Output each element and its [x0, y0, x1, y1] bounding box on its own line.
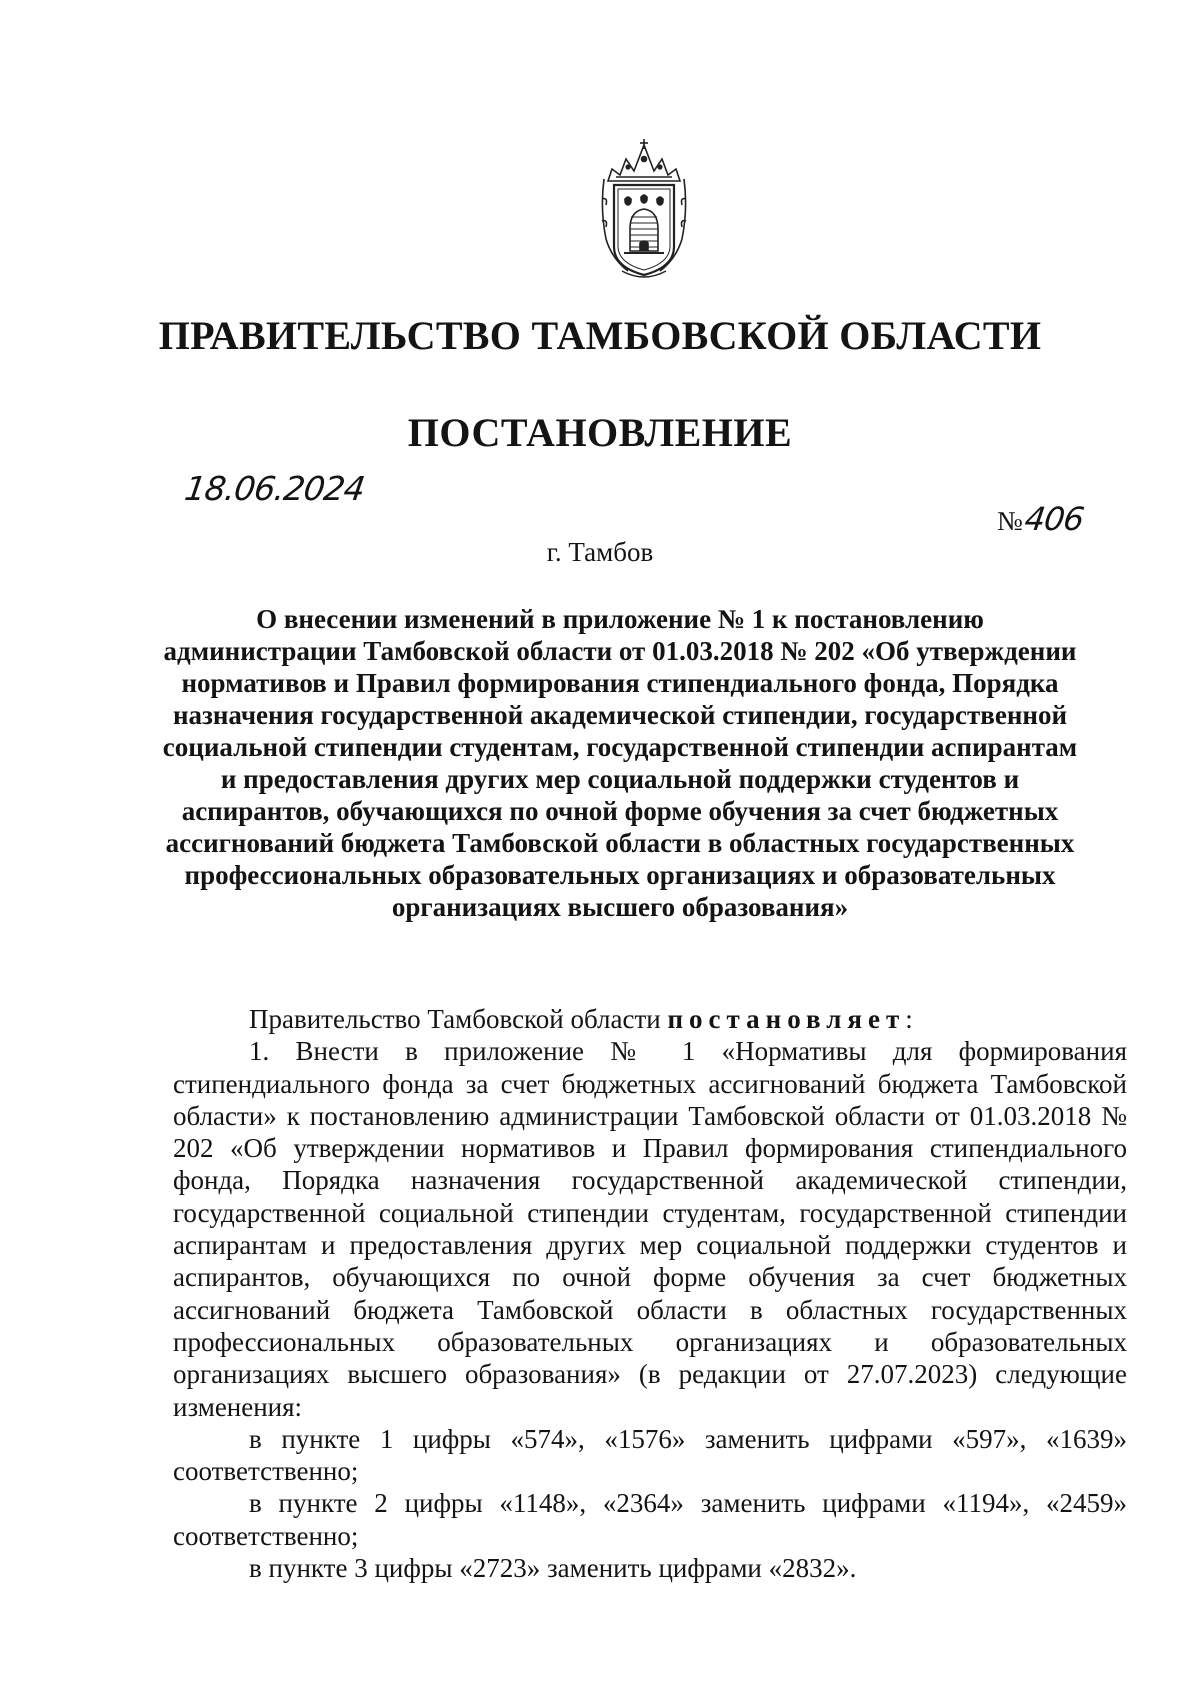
- intro-text: Правительство Тамбовской области: [249, 1004, 661, 1034]
- document-date: 18.06.2024: [182, 469, 367, 508]
- intro-end: :: [905, 1004, 913, 1034]
- document-city: г. Тамбов: [546, 537, 654, 567]
- body-paragraph: в пункте 2 цифры «1148», «2364» заменить цифрами «1194», «2459» соответственно;: [173, 1488, 1127, 1551]
- document-type: ПОСТАНОВЛЕНИЕ: [407, 410, 793, 455]
- coat-of-arms-icon: [598, 139, 690, 283]
- document-subject: О внесении изменений в приложение № 1 к постановлению администрации Тамбовской области от 01.03.2018 № 202 «Об утверждении нормативов и Правил формирования стипендиального фонда, Порядка назначения государственной академической стипендии, государственной социальной стипендии студентам, государственной стипендии аспирантам и предоставления других мер социальной поддержки студентов и аспирантов, обучающихся по очной форме обучения за счет бюджетных ассигнований бюджета Тамбовской области в областных государственных профессиональных образовательных организациях и образовательных организациях высшего образования»: [162, 604, 1078, 922]
- number-value: 406: [1022, 500, 1086, 538]
- number-label: №: [997, 506, 1023, 536]
- document-body: [173, 1003, 1127, 1584]
- intro-verb: постановляет: [667, 1004, 906, 1034]
- body-intro: [173, 1003, 1127, 1035]
- body-paragraph: в пункте 1 цифры «574», «1576» заменить цифрами «597», «1639» соответственно;: [173, 1423, 1127, 1487]
- body-paragraph: 1. Внести в приложение № 1 «Нормативы для формирования стипендиального фонда за счет бюджетных ассигнований бюджета Тамбовской области» к постановлению администрации Тамбовской области от 01.03.2018 № 202 «Об утверждении нормативов и Правил формирования стипендиального фонда, Порядка назначения государственной академической стипендии, государственной социальной стипендии студентам, государственной стипендии аспирантам и предоставления других мер социальной поддержки студентов и аспирантов, обучающихся по очной форме обучения за счет бюджетных ассигнований бюджета Тамбовской области в областных государственных профессиональных образовательных организациях и образовательных организациях высшего образования» (в редакции от 27.07.2023) следующие изменения:: [173, 1036, 1127, 1422]
- government-title: ПРАВИТЕЛЬСТВО ТАМБОВСКОЙ ОБЛАСТИ: [158, 313, 1042, 358]
- body-paragraph: в пункте 3 цифры «2723» заменить цифрами «2832».: [249, 1553, 857, 1584]
- document-number: [997, 500, 1086, 538]
